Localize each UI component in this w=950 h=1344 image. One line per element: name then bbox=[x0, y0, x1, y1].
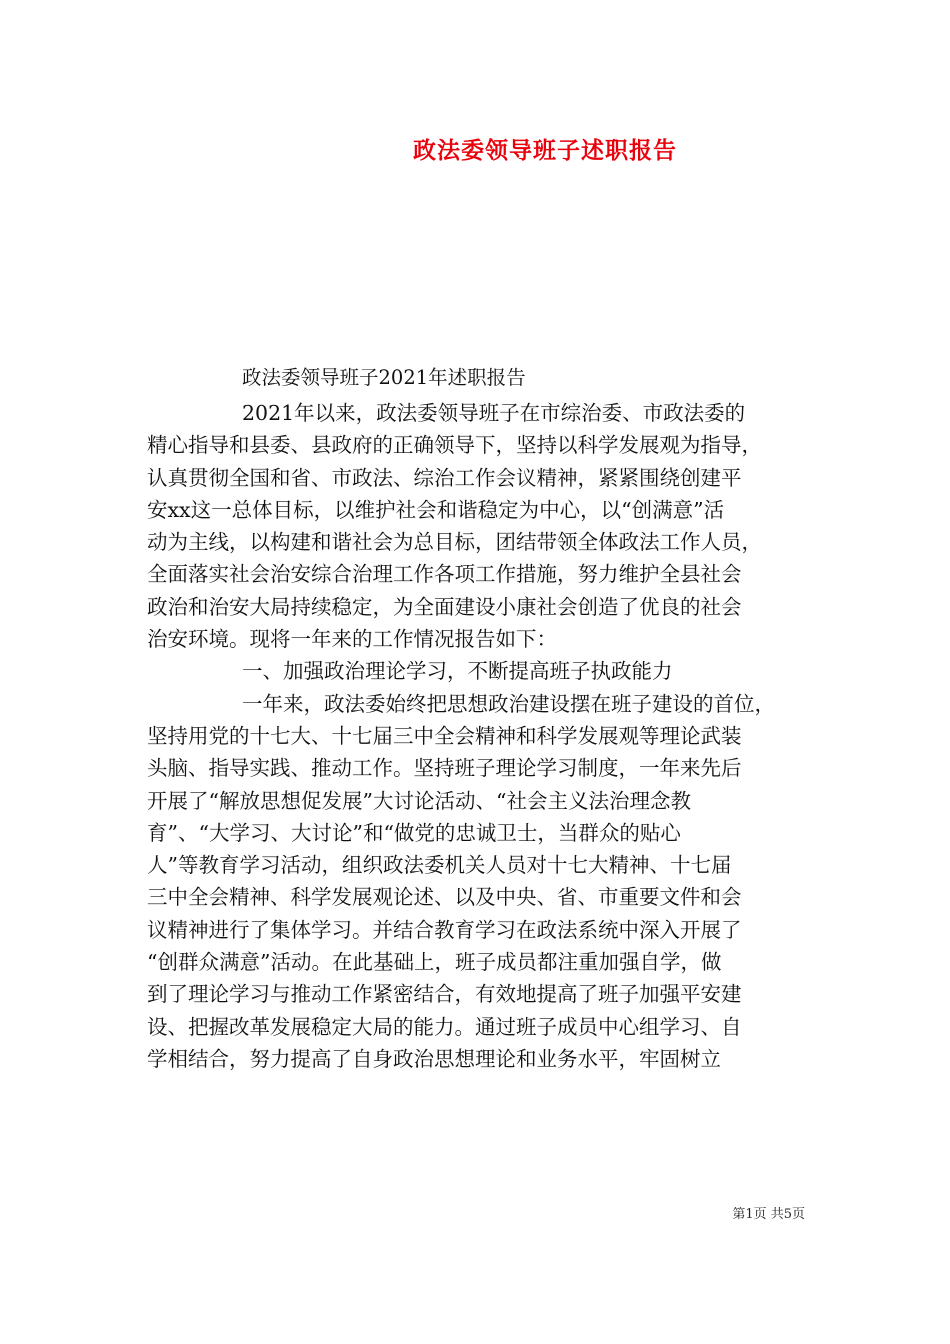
body-line: 政治和治安大局持续稳定，为全面建设小康社会创造了优良的社会 bbox=[147, 594, 742, 619]
document-title: 政法委领导班子述职报告 bbox=[413, 137, 677, 164]
body-line: 坚持用党的十七大、十七届三中全会精神和科学发展观等理论武装 bbox=[147, 723, 742, 748]
body-line: 全面落实社会治安综合治理工作各项工作措施，努力维护全县社会 bbox=[147, 562, 742, 587]
body-line: “创群众满意”活动。在此基础上，班子成员都注重加强自学，做 bbox=[147, 950, 722, 975]
body-line: 设、把握改革发展稳定大局的能力。通过班子成员中心组学习、自 bbox=[147, 1014, 742, 1039]
body-line: 学相结合，努力提高了自身政治思想理论和业务水平，牢固树立 bbox=[147, 1046, 721, 1071]
body-line: 育”、“大学习、大讨论”和“做党的忠诚卫士，当群众的贴心 bbox=[147, 820, 681, 845]
section-heading: 一、加强政治理论学习，不断提高班子执政能力 bbox=[242, 659, 673, 684]
body-line: 认真贯彻全国和省、市政法、综治工作会议精神，紧紧围绕创建平 bbox=[147, 465, 742, 490]
body-line: 动为主线，以构建和谐社会为总目标，团结带领全体政法工作人员， bbox=[147, 530, 762, 555]
body-line: 人”等教育学习活动，组织政法委机关人员对十七大精神、十七届 bbox=[147, 853, 732, 878]
body-line: 一年来，政法委始终把思想政治建设摆在班子建设的首位， bbox=[242, 691, 775, 716]
document-body bbox=[147, 397, 817, 1075]
body-line: 三中全会精神、科学发展观论述、以及中央、省、市重要文件和会 bbox=[147, 885, 742, 910]
body-line: 开展了“解放思想促发展”大讨论活动、“社会主义法治理念教 bbox=[147, 788, 691, 813]
body-line: 2021年以来，政法委领导班子在市综治委、市政法委的 bbox=[242, 401, 746, 425]
page-number: 第1页 共5页 bbox=[732, 1207, 805, 1222]
body-line: 议精神进行了集体学习。并结合教育学习在政法系统中深入开展了 bbox=[147, 917, 742, 942]
body-line: 治安环境。现将一年来的工作情况报告如下： bbox=[147, 627, 557, 652]
document-subtitle: 政法委领导班子2021年述职报告 bbox=[242, 366, 526, 389]
body-line: 到了理论学习与推动工作紧密结合，有效地提高了班子加强平安建 bbox=[147, 982, 742, 1007]
body-line: 安xx这一总体目标，以维护社会和谐稳定为中心，以“创满意”活 bbox=[147, 497, 725, 522]
body-line: 精心指导和县委、县政府的正确领导下，坚持以科学发展观为指导， bbox=[147, 433, 762, 458]
body-line: 头脑、指导实践、推动工作。坚持班子理论学习制度，一年来先后 bbox=[147, 756, 742, 781]
